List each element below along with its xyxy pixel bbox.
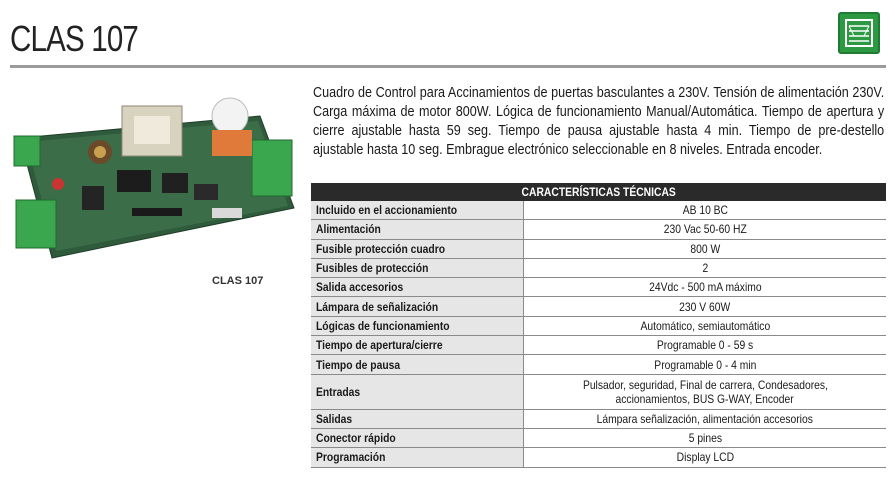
spec-label: Tiempo de pausa bbox=[316, 357, 401, 372]
spec-label: Conector rápido bbox=[316, 431, 396, 446]
table-row bbox=[311, 374, 886, 409]
table-row bbox=[311, 239, 886, 258]
spec-label: Tiempo de apertura/cierre bbox=[316, 338, 443, 353]
spec-value: Lámpara señalización, alimentación accesorios bbox=[596, 411, 814, 426]
table-row bbox=[311, 220, 886, 239]
table-row bbox=[311, 278, 886, 297]
spec-label: Salidas bbox=[316, 411, 353, 426]
table-row bbox=[311, 201, 886, 220]
spec-label: Salida accesorios bbox=[316, 280, 404, 295]
page-title: CLAS 107 bbox=[10, 18, 139, 59]
spec-value: 2 bbox=[702, 261, 708, 276]
table-row bbox=[311, 355, 886, 374]
spec-value: Programable 0 - 4 min bbox=[653, 357, 757, 372]
specs-header-row bbox=[311, 183, 886, 201]
spec-value: Pulsador, seguridad, Final de carrera, Condesadores, bbox=[582, 377, 828, 392]
table-row bbox=[311, 428, 886, 447]
spec-label: Lámpara de señalización bbox=[316, 299, 439, 314]
table-row bbox=[311, 316, 886, 335]
header-divider bbox=[10, 65, 886, 68]
spec-label: Programación bbox=[316, 450, 386, 465]
spec-label: Entradas bbox=[316, 384, 361, 399]
table-row bbox=[311, 409, 886, 428]
spec-value: 230 V 60W bbox=[679, 299, 731, 314]
spec-label: Lógicas de funcionamiento bbox=[316, 318, 450, 333]
specs-table bbox=[311, 183, 886, 468]
spec-value-line2: accionamientos, BUS G-WAY, Encoder bbox=[615, 391, 795, 406]
spec-value: 800 W bbox=[690, 241, 720, 256]
spec-value: 230 Vac 50-60 HZ bbox=[663, 222, 747, 237]
spec-label: Fusibles de protección bbox=[316, 261, 429, 276]
table-row bbox=[311, 448, 886, 467]
spec-value: 5 pines bbox=[688, 431, 722, 446]
circuit-board-image bbox=[12, 88, 300, 263]
garage-door-icon bbox=[838, 12, 880, 54]
spec-value: Automático, semiautomático bbox=[640, 318, 770, 333]
spec-label: Alimentación bbox=[316, 222, 381, 237]
table-row bbox=[311, 258, 886, 277]
specs-heading: CARACTERÍSTICAS TÉCNICAS bbox=[311, 183, 886, 201]
spec-label: Fusible protección cuadro bbox=[316, 241, 446, 256]
table-row bbox=[311, 336, 886, 355]
product-description: Cuadro de Control para Accinamientos de puertas basculantes a 230V. Tensión de alimentación 230V. Carga máxima de motor 800W. Lógica de funcionamiento Manual/Automática. Tiempo de apertura y cierre ajustable hasta 59 seg. Tiempo de pausa ajustable hasta 4 min. Tiempo de pre-destello ajustable hasta 10 seg. Embrague electrónico seleccionable en 8 niveles. Entrada encoder. bbox=[313, 84, 885, 158]
spec-value: 24Vdc - 500 mA máximo bbox=[648, 280, 762, 295]
spec-label: Incluido en el accionamiento bbox=[316, 203, 458, 218]
spec-value: Programable 0 - 59 s bbox=[656, 338, 754, 353]
product-caption: CLAS 107 bbox=[212, 275, 264, 287]
spec-value: Display LCD bbox=[676, 450, 734, 465]
spec-value: AB 10 BC bbox=[682, 203, 728, 218]
table-row bbox=[311, 297, 886, 316]
